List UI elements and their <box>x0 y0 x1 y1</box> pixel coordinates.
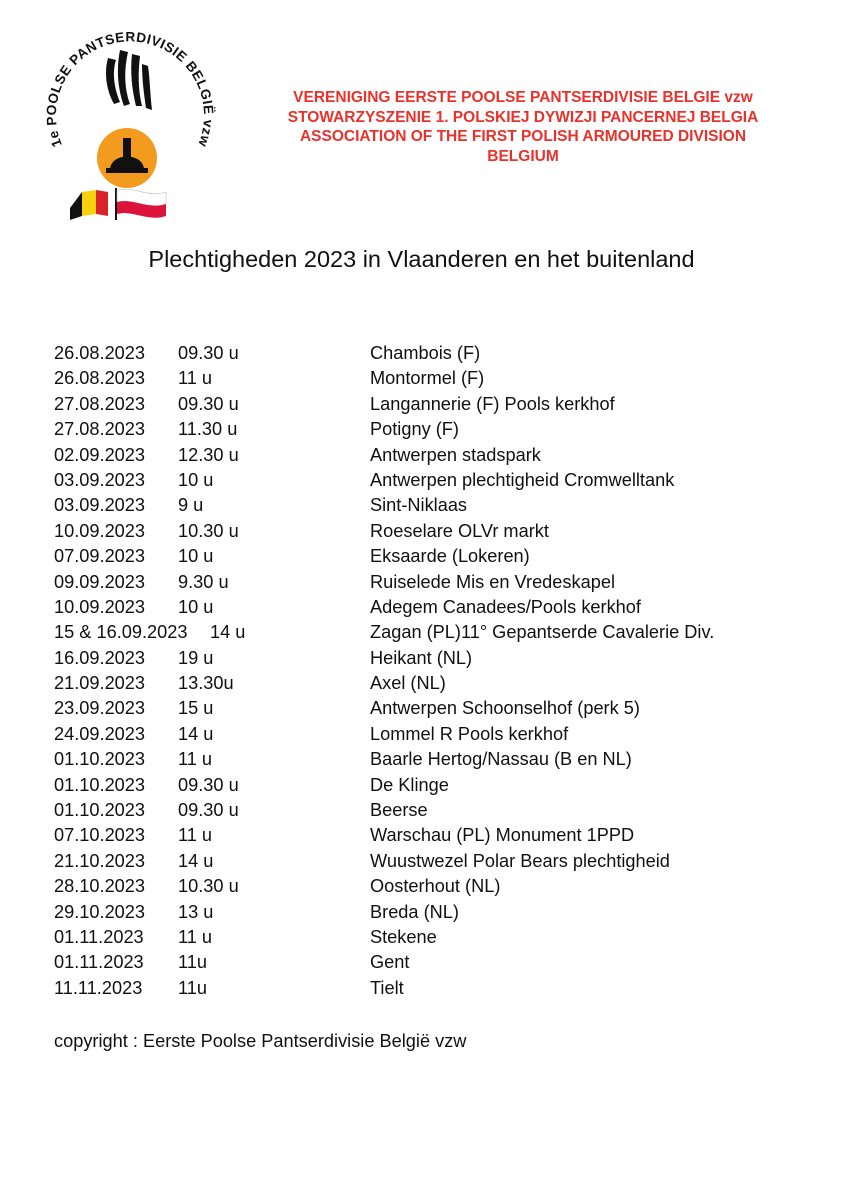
event-time: 09.30 u <box>178 393 239 414</box>
event-date: 01.11.2023 <box>54 926 144 947</box>
event-date: 16.09.2023 <box>54 647 146 668</box>
event-place: Sint-Niklaas <box>370 495 468 516</box>
event-date: 02.09.2023 <box>54 444 146 465</box>
event-date: 01.10.2023 <box>54 800 146 821</box>
event-place: Stekene <box>370 926 437 947</box>
event-place: Eksaarde (Lokeren) <box>370 546 530 567</box>
event-date: 21.09.2023 <box>54 673 146 694</box>
logo-emblem-graphic <box>24 20 224 225</box>
event-row <box>54 493 814 518</box>
event-time: 9.30 u <box>178 571 229 592</box>
event-row <box>54 468 814 493</box>
event-row <box>54 620 814 645</box>
event-row <box>54 544 814 569</box>
event-date: 03.09.2023 <box>54 495 146 516</box>
event-row <box>54 341 814 366</box>
logo-ring-text: 1e POOLSE PANTSERDIVISIE BELGIË vzw <box>43 29 217 150</box>
event-date: 26.08.2023 <box>54 368 146 389</box>
org-name-dutch: VERENIGING EERSTE POOLSE PANTSERDIVISIE BELGIE vzw <box>293 89 753 106</box>
event-row <box>54 595 814 620</box>
event-date: 23.09.2023 <box>54 698 146 719</box>
event-time: 11u <box>178 977 207 998</box>
event-place: Beerse <box>370 800 428 821</box>
event-time: 12.30 u <box>178 444 239 465</box>
event-row <box>54 366 814 391</box>
event-date: 07.10.2023 <box>54 825 146 846</box>
association-logo <box>24 20 224 225</box>
event-time: 09.30 u <box>178 343 239 363</box>
event-date: 26.08.2023 <box>54 343 146 363</box>
event-place: Gent <box>370 952 410 973</box>
event-place: Antwerpen Schoonselhof (perk 5) <box>370 698 640 719</box>
event-date: 09.09.2023 <box>54 571 146 592</box>
event-time: 15 u <box>178 698 214 719</box>
copyright-notice: copyright : Eerste Poolse Pantserdivisie België vzw <box>54 1031 467 1051</box>
event-place: De Klinge <box>370 774 449 795</box>
event-place: Axel (NL) <box>370 673 446 694</box>
event-row <box>54 798 814 823</box>
event-date: 15 & 16.09.2023 <box>54 622 188 643</box>
event-place: Heikant (NL) <box>370 647 473 668</box>
page-title: Plechtigheden 2023 in Vlaanderen en het buitenland <box>148 246 695 272</box>
event-time: 14 u <box>178 723 214 744</box>
event-place: Ruiselede Mis en Vredeskapel <box>370 571 615 592</box>
event-time: 10 u <box>178 469 214 490</box>
event-row <box>54 671 814 696</box>
event-row <box>54 874 814 899</box>
event-time: 14 u <box>178 850 214 871</box>
event-date: 27.08.2023 <box>54 393 146 414</box>
event-time: 13.30u <box>178 673 234 694</box>
event-date: 01.10.2023 <box>54 774 146 795</box>
event-time: 11 u <box>178 926 213 947</box>
event-row <box>54 900 814 925</box>
event-time: 13 u <box>178 901 214 922</box>
event-date: 24.09.2023 <box>54 723 146 744</box>
event-place: Roeselare OLVr markt <box>370 520 549 541</box>
event-date: 07.09.2023 <box>54 546 146 567</box>
org-name-country: BELGIUM <box>487 147 559 165</box>
event-date: 21.10.2023 <box>54 850 146 871</box>
event-row <box>54 392 814 417</box>
event-time: 19 u <box>178 647 214 668</box>
event-row <box>54 747 814 772</box>
event-date: 10.09.2023 <box>54 596 146 617</box>
event-time: 11 u <box>178 368 213 389</box>
event-place: Oosterhout (NL) <box>370 876 501 897</box>
event-time: 11 u <box>178 749 213 770</box>
event-place: Chambois (F) <box>370 343 481 363</box>
event-time: 11 u <box>178 825 213 846</box>
events-list <box>54 341 814 1001</box>
event-row <box>54 443 814 468</box>
event-row <box>54 722 814 747</box>
event-date: 11.11.2023 <box>54 977 143 998</box>
event-row <box>54 773 814 798</box>
event-time: 14 u <box>210 622 246 643</box>
event-date: 28.10.2023 <box>54 876 146 897</box>
event-time: 10 u <box>178 596 214 617</box>
event-place: Adegem Canadees/Pools kerkhof <box>370 596 641 617</box>
event-time: 10.30 u <box>178 876 239 897</box>
event-row <box>54 925 814 950</box>
event-place: Wuustwezel Polar Bears plechtigheid <box>370 850 670 871</box>
event-row <box>54 823 814 848</box>
event-place: Breda (NL) <box>370 901 459 922</box>
org-name-polish: STOWARZYSZENIE 1. POLSKIEJ DYWIZJI PANCERNEJ BELGIA <box>287 108 759 126</box>
event-row <box>54 519 814 544</box>
event-time: 11.30 u <box>178 419 238 440</box>
event-time: 11u <box>178 952 207 973</box>
event-row <box>54 570 814 595</box>
event-place: Montormel (F) <box>370 368 485 389</box>
event-place: Tielt <box>370 977 404 998</box>
event-time: 10.30 u <box>178 520 239 541</box>
event-place: Antwerpen plechtigheid Cromwelltank <box>370 469 675 490</box>
org-name-english: ASSOCIATION OF THE FIRST POLISH ARMOURED DIVISION <box>299 128 747 146</box>
organization-header <box>218 88 828 166</box>
event-date: 27.08.2023 <box>54 419 146 440</box>
event-row <box>54 849 814 874</box>
event-place: Baarle Hertog/Nassau (B en NL) <box>370 749 632 770</box>
event-time: 09.30 u <box>178 800 239 821</box>
event-place: Langannerie (F) Pools kerkhof <box>370 393 615 414</box>
event-place: Potigny (F) <box>370 419 459 440</box>
event-row <box>54 696 814 721</box>
event-date: 01.11.2023 <box>54 952 144 973</box>
event-row <box>54 646 814 671</box>
event-time: 10 u <box>178 546 214 567</box>
event-time: 09.30 u <box>178 774 239 795</box>
event-date: 10.09.2023 <box>54 520 146 541</box>
event-row <box>54 950 814 975</box>
event-time: 9 u <box>178 495 204 516</box>
event-place: Antwerpen stadspark <box>370 444 541 465</box>
event-row <box>54 417 814 442</box>
event-place: Warschau (PL) Monument 1PPD <box>370 825 635 846</box>
event-place: Lommel R Pools kerkhof <box>370 723 569 744</box>
event-date: 29.10.2023 <box>54 901 146 922</box>
event-date: 03.09.2023 <box>54 469 146 490</box>
event-place: Zagan (PL)11° Gepantserde Cavalerie Div. <box>370 622 715 643</box>
event-date: 01.10.2023 <box>54 749 146 770</box>
event-row <box>54 976 814 1001</box>
